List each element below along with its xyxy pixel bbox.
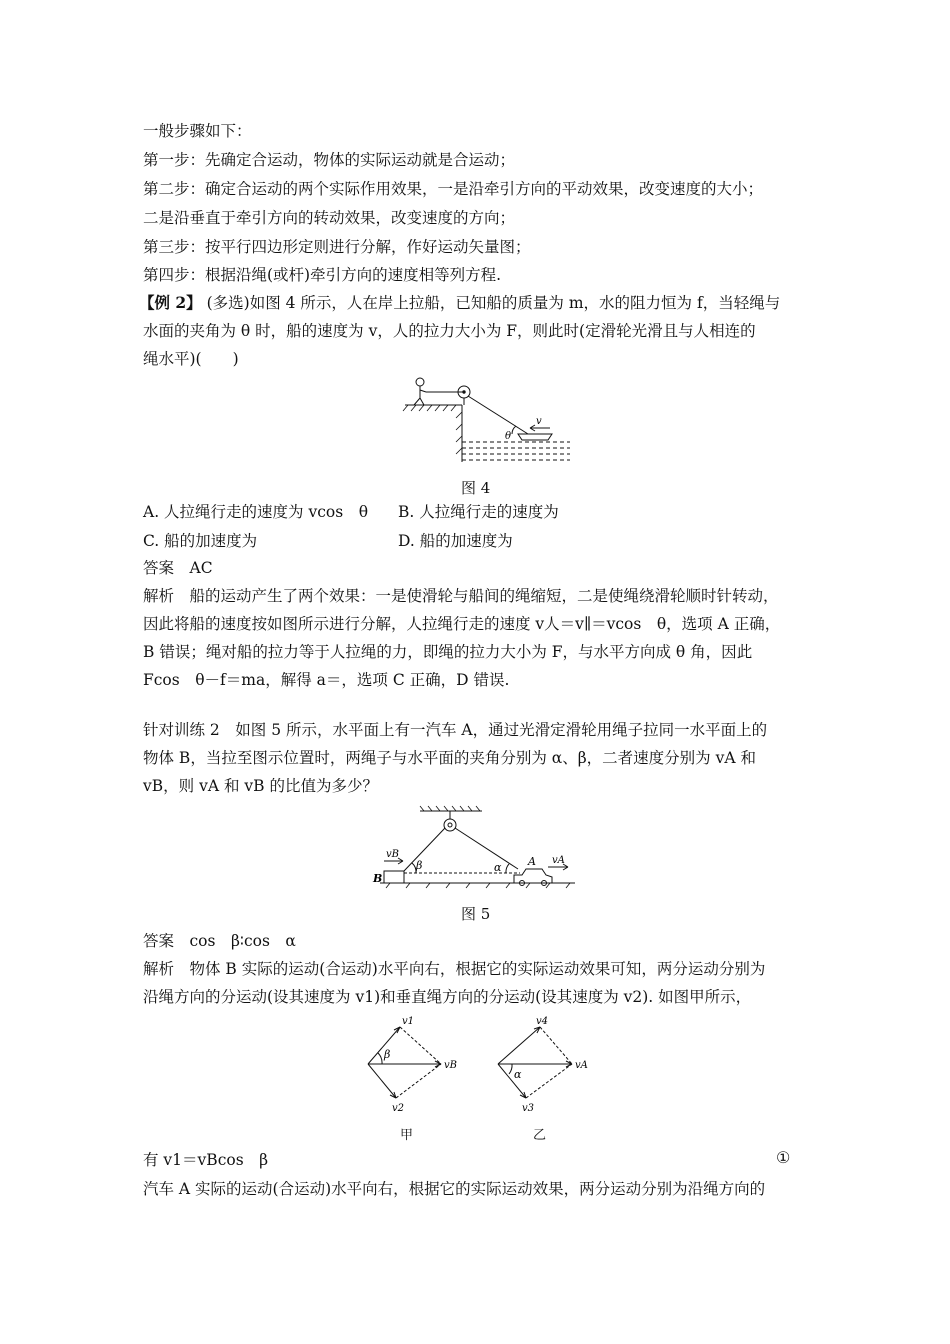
- example-2-line-2: 水面的夹角为 θ 时，船的速度为 v，人的拉力大小为 F，则此时(定滑轮光滑且与人相连的: [143, 322, 756, 340]
- fig4-label-theta: θ: [505, 431, 512, 442]
- yi-label-v4: v4: [536, 1016, 549, 1027]
- analysis-1-line-3: B 错误；绳对船的拉力等于人拉绳的力，即绳的拉力大小为 F，与水平方向成 θ 角，因此: [143, 643, 753, 661]
- analysis-2-line-2: 沿绳方向的分运动(设其速度为 v1)和垂直绳方向的分运动(设其速度为 v2). 如图甲所示，: [143, 988, 752, 1006]
- paragraph-step-2-cont: 二是沿垂直于牵引方向的转动效果，改变速度的方向；: [143, 209, 516, 227]
- example-2-line-3: 绳水平)( ): [143, 350, 239, 368]
- example-2-text: (多选)如图 4 所示，人在岸上拉船，已知船的质量为 m，水的阻力恒为 f，当轻绳与: [201, 294, 781, 312]
- option-b: B. 人拉绳行走的速度为: [398, 503, 559, 521]
- training-2-line-1: 针对训练 2 如图 5 所示，水平面上有一汽车 A，通过光滑定滑轮用绳子拉同一水平面上的: [143, 721, 768, 739]
- fig5-label-vB: vB: [386, 849, 399, 860]
- jia-label-vB: vB: [444, 1060, 457, 1071]
- analysis-2-line-3: 汽车 A 实际的运动(合运动)水平向右，根据它的实际运动效果，两分运动分别为沿绳方向的: [143, 1180, 766, 1198]
- figure-5-caption: 图 5: [461, 905, 491, 923]
- figure-jia-caption: 甲: [400, 1128, 414, 1143]
- paragraph-step-2: 第二步：确定合运动的两个实际作用效果，一是沿牵引方向的平动效果，改变速度的大小；: [143, 180, 764, 198]
- figure-yi-caption: 乙: [533, 1128, 547, 1143]
- analysis-2-line-1: 解析 物体 B 实际的运动(合运动)水平向右，根据它的实际运动效果可知，两分运动分别为: [143, 960, 766, 978]
- training-2-line-3: vB，则 vA 和 vB 的比值为多少？: [143, 777, 378, 795]
- fig5-label-alpha: α: [494, 861, 502, 874]
- paragraph-step-1: 第一步：先确定合运动，物体的实际运动就是合运动；: [143, 151, 516, 169]
- jia-label-beta: β: [384, 1048, 391, 1061]
- jia-label-v1: v1: [402, 1016, 415, 1027]
- paragraph-step-3: 第三步：按平行四边形定则进行分解，作好运动矢量图；: [143, 238, 531, 256]
- figure-yi-vector-diagram: [490, 1012, 600, 1117]
- paragraph-step-4: 第四步：根据沿绳(或杆)牵引方向的速度相等列方程.: [143, 266, 502, 284]
- paragraph-steps-intro: 一般步骤如下：: [143, 122, 252, 140]
- answer-2: 答案 cos β∶cos α: [143, 932, 296, 950]
- option-d: D. 船的加速度为: [398, 532, 513, 550]
- yi-label-vA: vA: [575, 1060, 588, 1071]
- yi-label-v3: v3: [522, 1103, 535, 1114]
- equation-1: 有 v1＝vBcos β: [143, 1151, 269, 1169]
- fig5-label-vA: vA: [552, 855, 565, 866]
- fig5-label-A: A: [528, 855, 536, 868]
- analysis-1-line-1: 解析 船的运动产生了两个效果：一是使滑轮与船间的绳缩短，二是使绳绕滑轮顺时针转动，: [143, 587, 779, 605]
- option-c: C. 船的加速度为: [143, 532, 258, 550]
- figure-jia-vector-diagram: [358, 1012, 468, 1117]
- answer-1: 答案 AC: [143, 559, 213, 577]
- figure-4-boat-diagram: [400, 372, 575, 464]
- analysis-1-line-4: Fcos θ－f＝ma，解得 a＝，选项 C 正确，D 错误.: [143, 671, 510, 689]
- figure-4-caption: 图 4: [461, 479, 491, 497]
- fig5-label-beta: β: [416, 859, 423, 872]
- jia-label-v2: v2: [392, 1103, 405, 1114]
- fig4-label-v: v: [536, 416, 542, 427]
- analysis-1-line-2: 因此将船的速度按如图所示进行分解，人拉绳行走的速度 v人＝v∥＝vcos θ，选项 A 正确，: [143, 615, 781, 633]
- figure-5-pulley-diagram: [370, 805, 580, 893]
- equation-1-number: ①: [776, 1148, 791, 1167]
- example-2-line-1: [139, 292, 780, 314]
- option-a: A. 人拉绳行走的速度为 vcos θ: [143, 503, 369, 521]
- example-2-tag: 【例 2】: [139, 293, 202, 312]
- training-2-line-2: 物体 B，当拉至图示位置时，两绳子与水平面的夹角分别为 α、β，二者速度分别为 vA 和: [143, 749, 756, 767]
- yi-label-alpha: α: [514, 1068, 522, 1081]
- fig5-label-B: B: [373, 872, 383, 885]
